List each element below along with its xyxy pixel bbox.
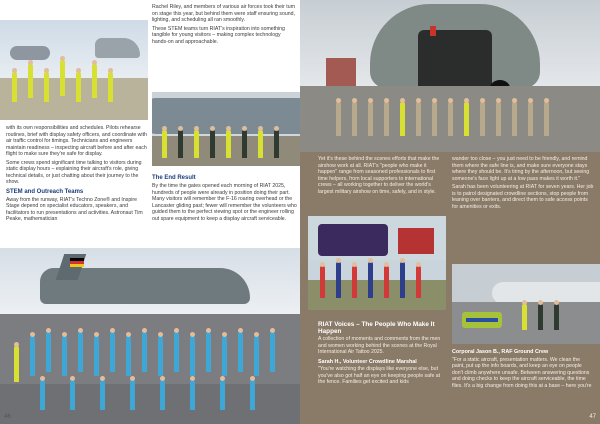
paragraph: "For a static aircraft, presentation matters. We clean the paint, put up the info boards, and keep an eye on people don't climb anywhere unsafe. Between answering questions and doing checks to keep the aircraft serviceable, the time flies. It's a big change from doing this at a base – here you're [452, 356, 592, 389]
section-heading-stem: STEM and Outreach Teams [6, 188, 84, 195]
left-column-2-bottom [152, 172, 297, 224]
paragraph: By the time the gates opened each morning of RIAT 2025, hundreds of people were already in position doing their part. Many visitors will remember the F-16 roaring overhead or the Lancaster gliding past; fewer will remember the volunteers who guided them to the perfect viewing spot or the engineer rolling out spare equipment to keep a display aircraft serviceable. [152, 183, 297, 222]
paragraph: Rachel Riley, and members of various air forces took their turn on stage this year, but behind them were staff ensuring sound, lighting, and scheduling all ran smoothly. [152, 4, 296, 23]
left-column-1 [6, 125, 147, 225]
page-number-left: 46 [4, 414, 11, 420]
paragraph: Yet it's these behind the scenes efforts that make the airshow work at all. RIAT's "people who make it happen" range from seasoned professionals to first time helpers, from local supporters to international crews – all working together to deliver the world's largest military airshow on time, safely, and in style. [318, 156, 440, 195]
photo-ground-crew-lineup [152, 92, 300, 166]
paragraph: A collection of moments and comments from the men and women working behind the scenes at the Royal International Air Tattoo 2025. [318, 336, 441, 355]
right-column-2-intro [452, 156, 594, 212]
paragraph: Sarah has been volunteering at RIAT for seven years. Her job is to patrol designated crowdline sections, stop people from leaning over barriers, and direct them to safe access points for amenities or exits. [452, 184, 594, 210]
paragraph: Some crews spend significant time talking to visitors during static display hours – explaining their aircraft's role, giving technical details, or just chatting about their journey to the show. [6, 159, 142, 185]
photo-group-with-flags [308, 216, 446, 310]
paragraph: wander too close – you just need to be friendly, and remind them where the safe line is, and make sure everyone stays where they should be. It's tiring by the afternoon, but seeing someone's face light up at a low pass makes it worth it." [452, 156, 590, 182]
section-heading-end-result: The End Result [152, 175, 196, 181]
subheading-sarah: Sarah H., Volunteer Crowdline Marshal [318, 358, 417, 365]
left-column-2-top [152, 4, 297, 47]
right-page [300, 0, 600, 424]
photo-ground-vehicle-aircraft [452, 264, 600, 344]
photo-hivis-volunteers-jumping [0, 20, 148, 120]
right-column-1-voices [318, 318, 446, 388]
photo-blue-team-tornado [0, 248, 300, 424]
paragraph: These STEM teams turn RIAT's inspiration into something tangible for young visitors – making complex technology hands-on and approachable. [152, 25, 285, 45]
photo-crew-transport-aircraft [300, 0, 600, 152]
paragraph: "You're watching the displays like everyone else, but you've also got half an eye on keeping people safe at the fence. Families get excited and kids [318, 366, 441, 385]
right-column-1-intro [318, 156, 444, 197]
page-number-right: 47 [589, 414, 596, 420]
subheading-jason: Corporal Jason B., RAF Ground Crew [452, 349, 549, 355]
right-column-2-jason [452, 346, 594, 391]
paragraph: Away from the runway, RIAT's Techno Zone® and Inspire Stage depend on specialist educators, speakers, and facilitators to run presentations and activities. Astronaut Tim Peake, mathematician [6, 196, 143, 222]
section-heading-riat-voices: RIAT Voices – The People Who Make It Happen [318, 321, 435, 335]
paragraph: with its own responsibilities and schedules. Pilots rehearse routines, brief with display safety officers, and coordinate with air traffic control for timings. Technicians and engineers maintain readiness – inspecting aircraft before and after each flight to make sure they're safe for display. [6, 125, 147, 157]
